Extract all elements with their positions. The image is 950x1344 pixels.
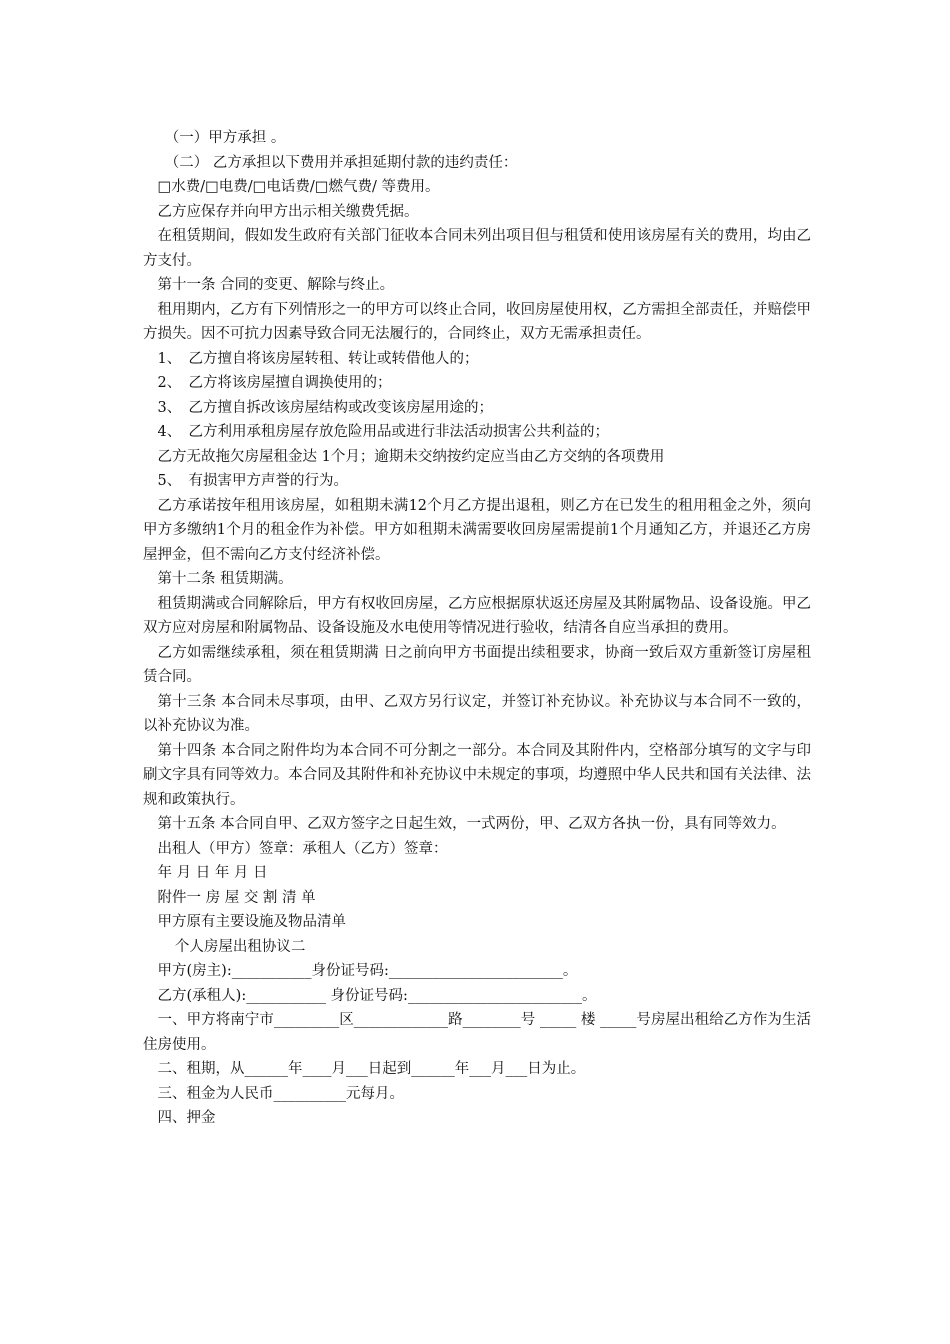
paragraph: 乙方无故拖欠房屋租金达 1个月；逾期未交纳按约定应当由乙方交纳的各项费用 [157,448,665,465]
paragraph: 四、押金 [157,1110,216,1126]
paragraph: 二、租期，从______年____月___日起到______年___月___日为止。 [157,1061,586,1077]
paragraph: 在租赁期间，假如发生政府有关部门征收本合同未列出项目但与租赁和使用该房屋有关的费用，均由乙方支付。 [143,228,811,269]
date-line: 年 月 日 年 月 日 [157,865,268,881]
list-item: 3、 乙方擅自拆改该房屋结构或改变该房屋用途的； [157,399,493,416]
paragraph: 甲方原有主要设施及物品清单 [157,914,346,930]
list-item: 1、 乙方擅自将该房屋转租、转让或转借他人的； [157,350,479,367]
paragraph: 乙方承诺按年租用该房屋，如租期未满12个月乙方提出退租，则乙方在已发生的租用租金之外，须向甲方多缴纳1个月的租金作为补偿。甲方如租期未满需要收回房屋需提前1个月通知乙方，并退还乙方房屋押金，但不需向乙方支付经济补偿。 [143,497,811,563]
paragraph: 租赁期满或合同解除后，甲方有权收回房屋，乙方应根据原状返还房屋及其附属物品、设备设施。甲乙双方应对房屋和附属物品、设备设施及水电使用等情况进行验收，结清各自应当承担的费用。 [143,595,811,636]
list-item: 5、 有损害甲方声誉的行为。 [157,473,348,489]
list-item: 2、 乙方将该房屋擅自调换使用的； [157,375,392,391]
signature-line: 出租人（甲方）签章：承租人（乙方）签章： [157,840,448,857]
paragraph: 一、甲方将南宁市_________区_____________路________号 _____ 楼 _____号房屋出租给乙方作为生活住房使用。 [143,1012,811,1053]
paragraph: 第十三条 本合同未尽事项，由甲、乙双方另行议定，并签订补充协议。补充协议与本合同不一致的，以补充协议为准。 [143,693,811,734]
paragraph: （二） 乙方承担以下费用并承担延期付款的违约责任： [164,154,518,171]
party-b-line: 乙方(承租人):___________ 身份证号码:________________________。 [157,987,597,1004]
paragraph: 三、租金为人民币__________元每月。 [157,1085,404,1102]
party-a-line: 甲方(房主):___________身份证号码:________________________。 [157,963,578,979]
article-heading: 第十二条 租赁期满。 [157,571,293,587]
paragraph: 第十四条 本合同之附件均为本合同不可分割之一部分。本合同及其附件内，空格部分填写的文字与印刷文字具有同等效力。本合同及其附件和补充协议中未规定的事项，均遵照中华人民共和国有关法律、法规和政策执行。 [143,742,811,808]
paragraph: （一）甲方承担 。 [164,130,286,146]
paragraph: 乙方应保存并向甲方出示相关缴费凭据。 [157,203,419,220]
agreement-title: 个人房屋出租协议二 [174,938,306,955]
paragraph: 租用期内，乙方有下列情形之一的甲方可以终止合同，收回房屋使用权，乙方需担全部责任，并赔偿甲方损失。因不可抗力因素导致合同无法履行的，合同终止，双方无需承担责任。 [143,301,811,342]
attachment-title: 附件一 房 屋 交 割 清 单 [157,889,316,906]
paragraph: □水费/□电费/□电话费/□燃气费/ 等费用。 [157,179,440,195]
paragraph: 乙方如需继续承租，须在租赁期满 日之前向甲方书面提出续租要求，协商一致后双方重新签订房屋租赁合同。 [143,644,811,685]
paragraph: 第十五条 本合同自甲、乙双方签字之日起生效，一式两份，甲、乙双方各执一份，具有同等效力。 [157,816,786,832]
list-item: 4、 乙方利用承租房屋存放危险用品或进行非法活动损害公共利益的； [157,424,609,440]
document-body [143,126,811,1131]
article-heading: 第十一条 合同的变更、解除与终止。 [157,277,395,293]
